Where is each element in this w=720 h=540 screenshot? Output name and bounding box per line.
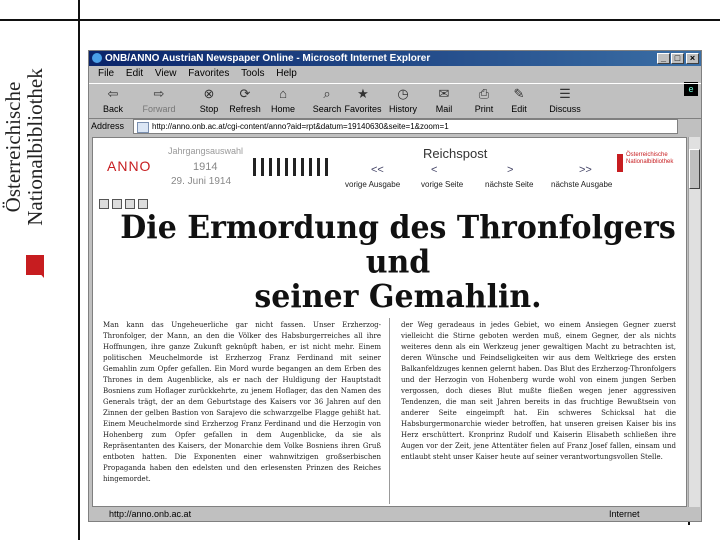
page-thumbnail-strip[interactable] [253, 158, 333, 176]
stop-icon: ⊗ [203, 86, 215, 101]
edit-icon: ✎ [513, 86, 525, 101]
mail-icon: ✉ [438, 86, 450, 101]
slide-top-rule [0, 19, 720, 21]
column-divider [389, 318, 390, 504]
refresh-button[interactable]: ⟳ Refresh [229, 86, 261, 114]
headline-line2: seiner Gemahlin. [254, 278, 542, 316]
page-content [92, 137, 687, 507]
menu-edit[interactable]: Edit [125, 68, 144, 79]
home-icon: ⌂ [279, 86, 287, 101]
menu-favorites[interactable]: Favorites [188, 68, 230, 79]
forward-button[interactable]: ⇨ Forward [142, 86, 176, 114]
nav-prev-issue-symbol[interactable]: << [371, 164, 384, 176]
forward-arrow-icon: ⇨ [153, 86, 165, 101]
window-title: ONB/ANNO AustriaN Newspaper Online - Microsoft Internet Explorer [105, 53, 431, 64]
title-bar[interactable] [89, 51, 701, 66]
stop-button[interactable]: ⊗ Stop [199, 86, 219, 114]
scrollbar-thumb[interactable] [689, 149, 700, 189]
nav-prev-page[interactable]: vorige Seite [421, 180, 464, 189]
article-column-right: der Weg geradeaus in jedes Gebiet, wo einem Ansiegen Gegner zuerst vielleicht die Stirne geboten werden muß, einem Gegner, der als nichts weiteres denn als ein Werkzeug jener gewaltigen Macht zu betrachten ist, deren Wünsche und Feindseligkeiten wir aus dem Weltkriege des ersten Balkanfeldzuges kennen gelernt haben. Das Blut des Erzherzog-Thronfolgers und der Herzogin von Hohenberg wurde wohl von einem jungen Serben vergossen, doch dieses Blut mußte fließen wegen jener aggressiven Tendenzen, die man seit Jahren bereits in das fruchtige Bewußtsein von anderer Seite eingeimpft hat. Ein schweres Schicksal hat die Habsburgermonarchie wieder betroffen, hat unseren greisen Kaiser bis ins Herz erschüttert. Kronprinz Rudolf und Kaiserin Elisabeth schließen ihre Augen vor der Zeit, jene Attentäter fielen auf Franz Josef fallen, einsam und entlaubt steht unser Kaiser heute auf seiner verantwortungsvollen Stelle. [401, 321, 676, 461]
close-button[interactable]: × [686, 53, 699, 64]
browser-window [88, 50, 702, 522]
search-icon: ⌕ [323, 86, 331, 101]
menu-help[interactable]: Help [276, 68, 297, 79]
nav-next-page-symbol[interactable]: > [507, 164, 514, 176]
home-button[interactable]: ⌂ Home [270, 86, 295, 114]
year-selection-label[interactable]: Jahrgangsauswahl [168, 146, 244, 156]
nav-next-issue[interactable]: nächste Ausgabe [551, 180, 613, 189]
library-name-line1: Österreichische [1, 81, 25, 213]
zoom-icon[interactable] [125, 199, 135, 209]
save-icon[interactable] [99, 199, 109, 209]
favorites-button[interactable]: ★ Favorites [344, 86, 382, 114]
back-button[interactable]: ⇦ Back [102, 86, 123, 114]
slide-vertical-rule [78, 0, 80, 540]
menu-bar [89, 66, 701, 94]
library-name [2, 22, 46, 272]
library-logo-icon [26, 255, 44, 275]
menu-tools[interactable]: Tools [241, 68, 265, 79]
nav-prev-issue[interactable]: vorige Ausgabe [345, 180, 401, 189]
print-button[interactable]: ⎙ Print [474, 86, 494, 114]
article-headline [118, 211, 678, 315]
status-zone: Internet [609, 509, 640, 519]
search-button[interactable]: ⌕ Search [312, 86, 342, 114]
newspaper-title: Reichspost [423, 146, 488, 161]
menu-file[interactable]: File [98, 68, 115, 79]
menu-view[interactable]: View [154, 68, 177, 79]
headline-line1: Die Ermordung des Thronfolgers und [120, 209, 676, 281]
close-view-icon[interactable] [138, 199, 148, 209]
library-name-line2: Nationalbibliothek [23, 68, 47, 226]
edit-button[interactable]: ✎ Edit [511, 86, 527, 114]
nav-next-issue-symbol[interactable]: >> [579, 164, 592, 176]
discuss-icon: ☰ [559, 86, 571, 101]
selected-date[interactable]: 29. Juni 1914 [171, 176, 232, 187]
discuss-button[interactable]: ☰ Discuss [549, 86, 581, 114]
vertical-scrollbar[interactable] [688, 137, 700, 507]
mail-button[interactable]: ✉ Mail [435, 86, 453, 114]
ie-throbber-icon: e [684, 82, 698, 96]
article-column-left: Man kann das Ungeheuerliche gar nicht fassen. Unser Erzherzog-Thronfolger, der Mann, an den die Völker des Habsburgerreiches all ihre Hoffnungen, ihre ganze Zukunft geknüpft haben, er ist nicht mehr. Einem politischen Meuchelmorde ist Erzherzog Franz Ferdinand mit seiner Gemahlin zum Opfer gefallen. Ein Mord wurde begangen an dem Erben des Thrones in dem Augenblicke, als er nach der Huldigung der Hauptstadt Bosniens zum Hoflager zurückkehrte, zu jenem Hoflager, das den Namen des Generals trägt, der an dem Geburtstage des Kaisers vor 36 Jahren auf den Zinnen der gelben Bastion von Sarajevo die schwarzgelbe Flagge gehißt hat. Einem Meuchelmorde sind Erzherzog Franz Ferdinand und die Herzogin von Hohenberg zum Opfer gefallen in dem Augenblicke, da sie als Repräsentanten des Kaisers, der Monarchie dem Volke Bosniens ihren Gruß entboten hatten. Die Exponenten einer wahnwitzigen großserbischen Propaganda haben den edelsten und den erlesensten Prinzen des Reiches hingemordet. [103, 321, 381, 483]
minimize-button[interactable]: _ [657, 53, 670, 64]
history-button[interactable]: ◷ History [388, 86, 417, 114]
print-page-icon[interactable] [112, 199, 122, 209]
maximize-button[interactable]: □ [671, 53, 684, 64]
onb-logo-icon [617, 154, 623, 172]
refresh-icon: ⟳ [239, 86, 251, 101]
toolbar [89, 83, 701, 119]
address-bar [89, 118, 701, 136]
selected-year[interactable]: 1914 [193, 161, 218, 173]
onb-label[interactable]: Österreichische Nationalbibliothek [626, 152, 674, 165]
back-arrow-icon: ⇦ [107, 86, 119, 101]
nav-next-page[interactable]: nächste Seite [485, 180, 534, 189]
favorites-icon: ★ [357, 86, 369, 101]
history-icon: ◷ [397, 86, 409, 101]
nav-prev-page-symbol[interactable]: < [431, 164, 438, 176]
anno-logo[interactable]: ANNO [107, 158, 152, 174]
print-icon: ⎙ [478, 86, 490, 101]
address-input[interactable]: http://anno.onb.ac.at/cgi-content/anno?aid=rpt&datum=19140630&seite=1&zoom=1 [133, 119, 678, 134]
status-bar [89, 508, 701, 521]
address-label: Address [91, 121, 125, 131]
status-url: http://anno.onb.ac.at [109, 509, 192, 519]
ie-window-icon [92, 53, 102, 63]
